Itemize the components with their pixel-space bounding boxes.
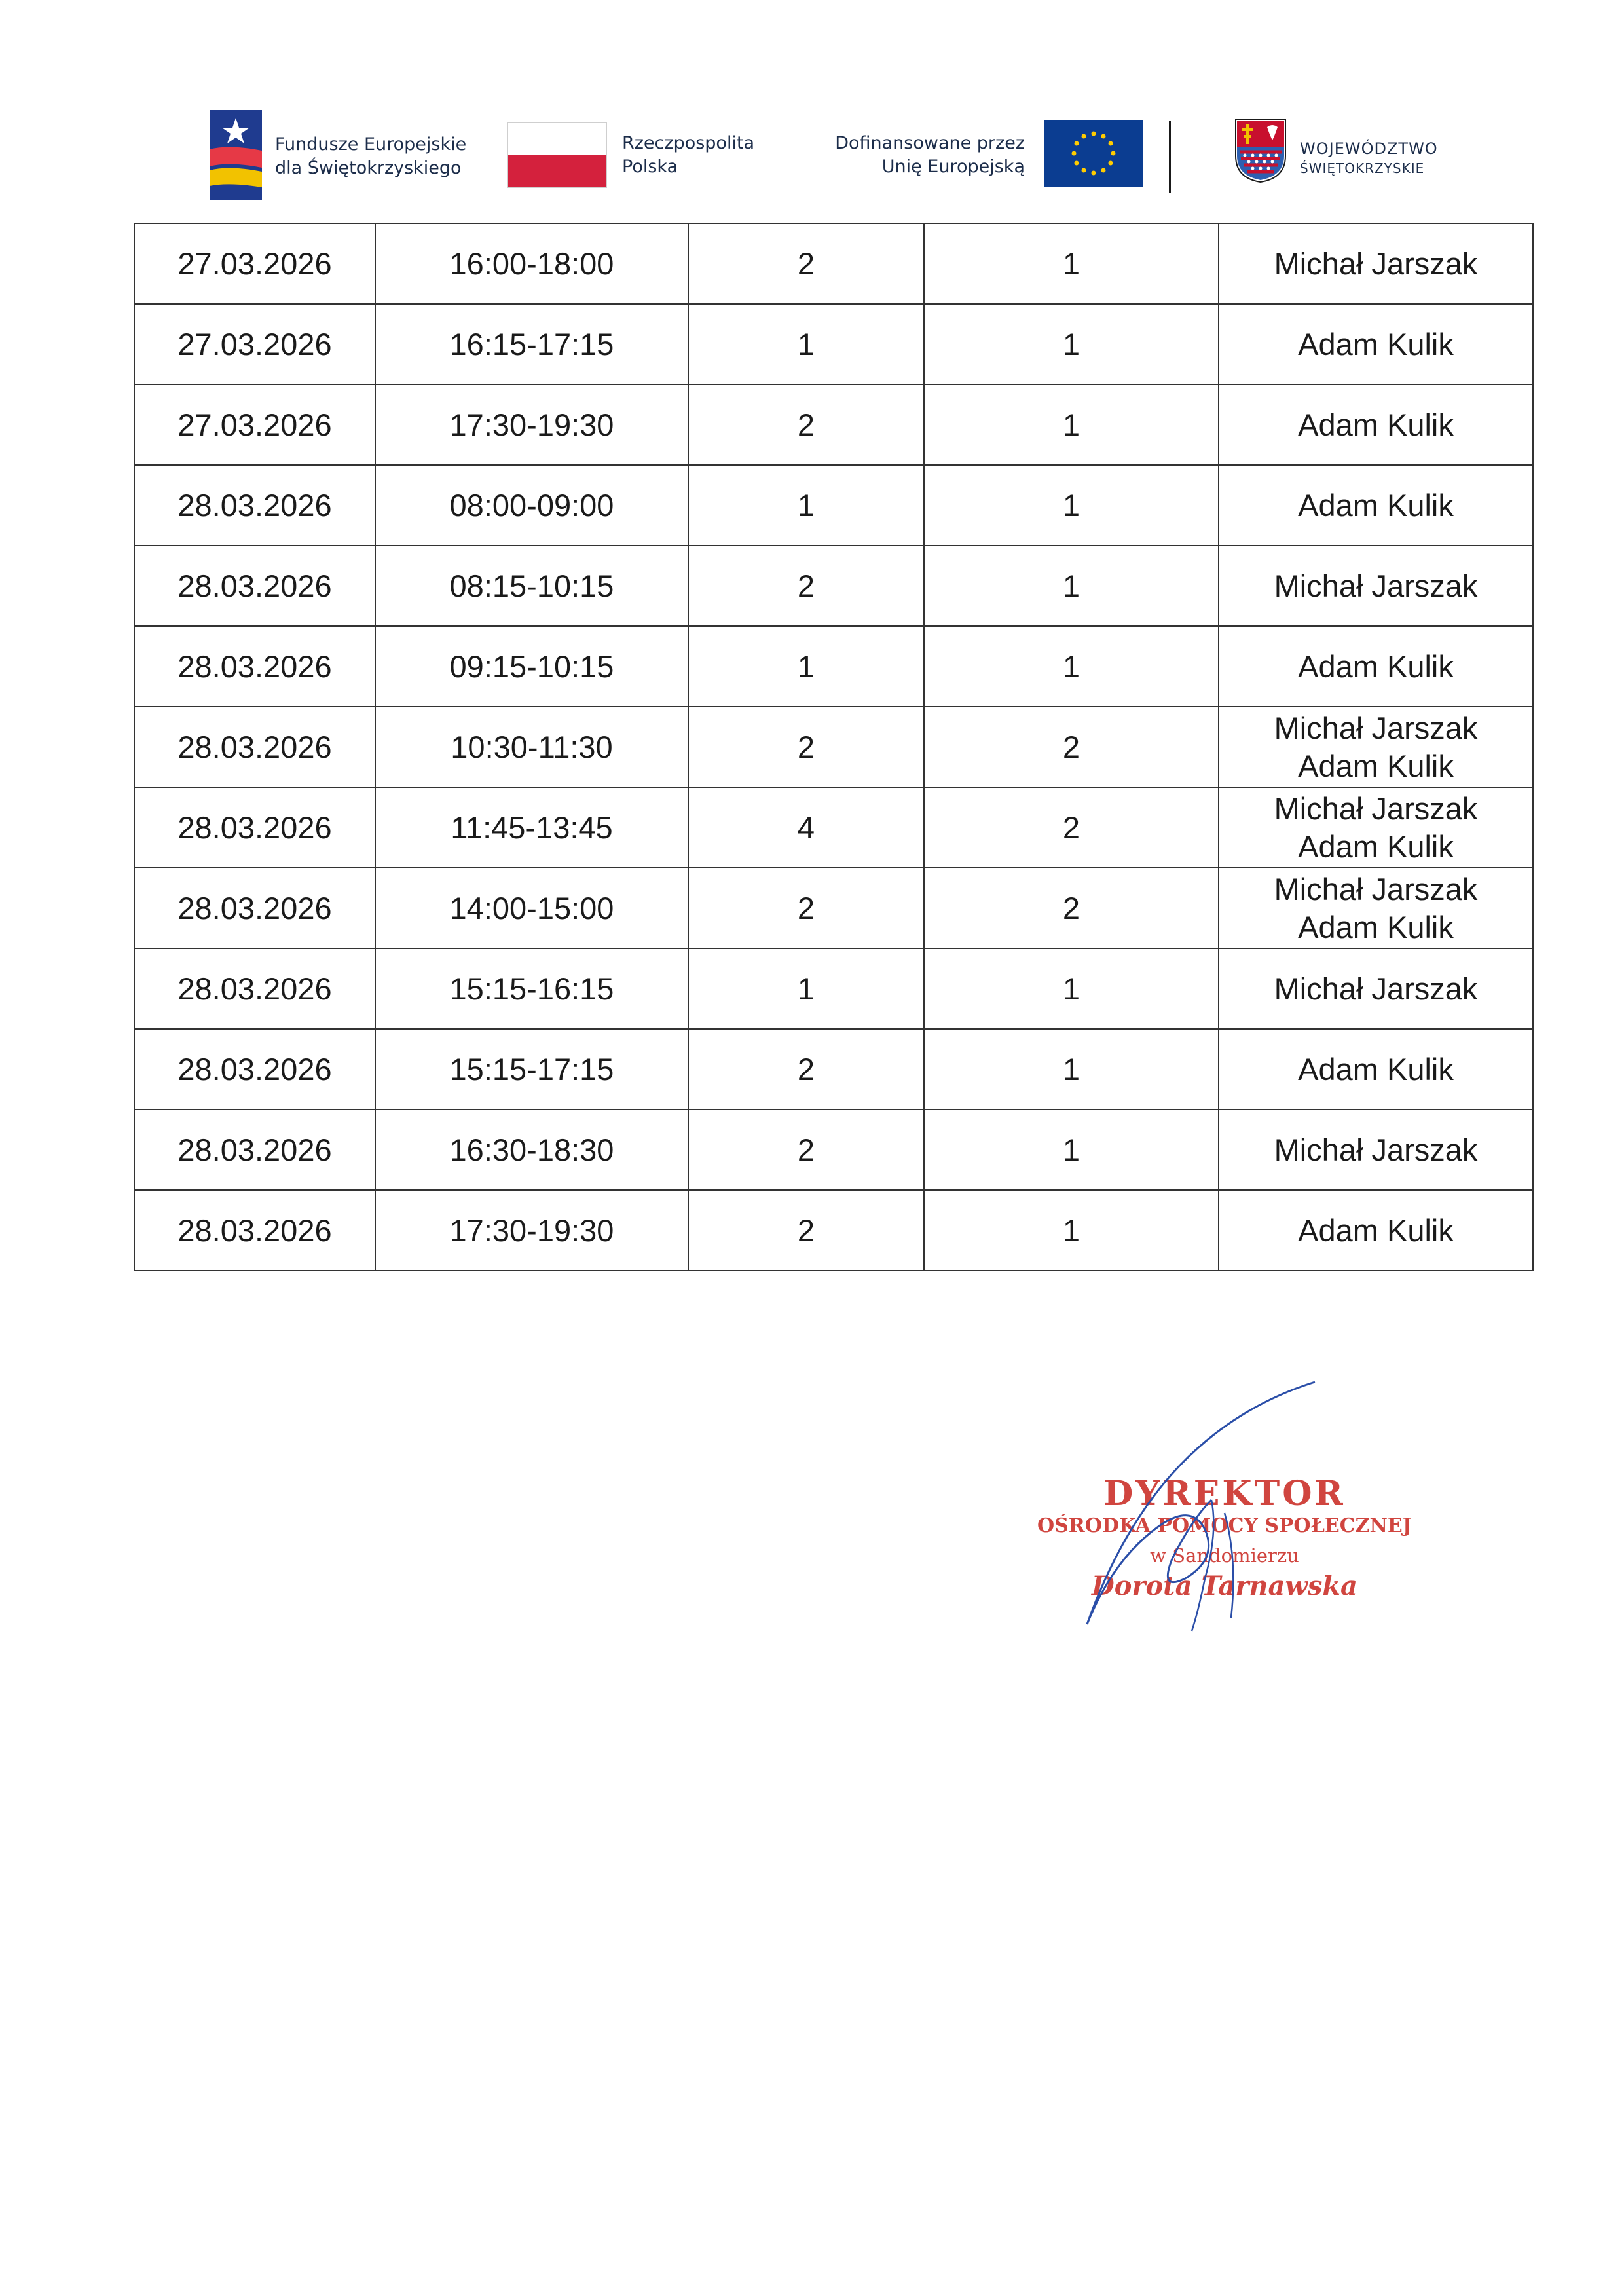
stamp-location: w Sandomierzu — [1150, 1544, 1299, 1567]
table-row — [134, 546, 1533, 626]
staff-cell — [1219, 948, 1533, 1029]
table-row — [134, 626, 1533, 707]
staff-cell — [1219, 1029, 1533, 1110]
pl-logo-line1: Rzeczpospolita — [622, 133, 755, 153]
table-row — [134, 1029, 1533, 1110]
schedule-body — [134, 223, 1533, 1271]
sessions-cell: 1 — [924, 1029, 1219, 1110]
staff-cell — [1219, 465, 1533, 546]
date-cell: 28.03.2026 — [134, 868, 375, 948]
coat-of-arms-icon — [1234, 118, 1287, 183]
staff-name: Adam Kulik — [1298, 1051, 1454, 1087]
participants-cell: 2 — [688, 546, 924, 626]
time-cell: 17:30-19:30 — [375, 384, 688, 465]
time-cell: 15:15-16:15 — [375, 948, 688, 1029]
sessions-cell: 2 — [924, 868, 1219, 948]
table-row — [134, 1110, 1533, 1190]
time-cell: 16:15-17:15 — [375, 304, 688, 384]
region-logo — [1234, 108, 1467, 206]
participants-cell: 2 — [688, 868, 924, 948]
table-row — [134, 1190, 1533, 1271]
time-cell: 10:30-11:30 — [375, 707, 688, 787]
staff-cell — [1219, 1110, 1533, 1190]
date-cell: 28.03.2026 — [134, 707, 375, 787]
participants-cell: 1 — [688, 304, 924, 384]
staff-name: Adam Kulik — [1298, 407, 1454, 442]
date-cell: 28.03.2026 — [134, 1190, 375, 1271]
staff-cell — [1219, 787, 1533, 868]
time-cell: 14:00-15:00 — [375, 868, 688, 948]
date-cell: 28.03.2026 — [134, 1110, 375, 1190]
date-cell: 28.03.2026 — [134, 948, 375, 1029]
participants-cell: 2 — [688, 223, 924, 304]
sessions-cell: 1 — [924, 546, 1219, 626]
participants-cell: 2 — [688, 1029, 924, 1110]
date-cell: 28.03.2026 — [134, 546, 375, 626]
logo-divider — [1169, 121, 1171, 193]
participants-cell: 1 — [688, 948, 924, 1029]
date-cell: 27.03.2026 — [134, 384, 375, 465]
staff-cell — [1219, 304, 1533, 384]
staff-name: Adam Kulik — [1298, 326, 1454, 362]
participants-cell: 2 — [688, 1110, 924, 1190]
fe-logo-line1: Fundusze Europejskie — [275, 134, 467, 155]
sessions-cell: 1 — [924, 1190, 1219, 1271]
participants-cell: 2 — [688, 707, 924, 787]
staff-cell — [1219, 384, 1533, 465]
staff-name: Adam Kulik — [1298, 748, 1454, 783]
date-cell: 27.03.2026 — [134, 304, 375, 384]
region-logo-line1: WOJEWÓDZTWO — [1300, 140, 1438, 158]
pl-logo-line2: Polska — [622, 157, 678, 177]
participants-cell: 2 — [688, 384, 924, 465]
time-cell: 11:45-13:45 — [375, 787, 688, 868]
eu-logo-line1: Dofinansowane przez — [835, 133, 1025, 153]
staff-name: Adam Kulik — [1298, 648, 1454, 684]
staff-name: Michał Jarszak — [1274, 568, 1478, 603]
staff-cell — [1219, 546, 1533, 626]
staff-name: Adam Kulik — [1298, 487, 1454, 523]
staff-cell — [1219, 626, 1533, 707]
stamp-institution: OŚRODKA POMOCY SPOŁECZNEJ — [1037, 1514, 1412, 1537]
fe-logo — [210, 108, 467, 206]
table-row — [134, 787, 1533, 868]
participants-cell: 2 — [688, 1190, 924, 1271]
staff-name: Adam Kulik — [1298, 829, 1454, 864]
table-row — [134, 384, 1533, 465]
sessions-cell: 1 — [924, 948, 1219, 1029]
fe-star-flag-icon — [210, 110, 262, 200]
polish-flag-icon — [507, 122, 607, 188]
logo-bar — [210, 108, 1467, 206]
table-row — [134, 948, 1533, 1029]
eu-logo — [796, 108, 1143, 206]
participants-cell: 1 — [688, 626, 924, 707]
director-stamp — [1022, 1362, 1428, 1637]
time-cell: 08:15-10:15 — [375, 546, 688, 626]
sessions-cell: 1 — [924, 1110, 1219, 1190]
sessions-cell: 1 — [924, 626, 1219, 707]
table-row — [134, 868, 1533, 948]
handwritten-signature — [1022, 1362, 1428, 1637]
staff-cell — [1219, 707, 1533, 787]
stamp-title: DYREKTOR — [1103, 1474, 1346, 1514]
sessions-cell: 2 — [924, 787, 1219, 868]
stamp-name: Dorota Tarnawska — [1092, 1571, 1357, 1601]
date-cell: 28.03.2026 — [134, 787, 375, 868]
pl-logo — [507, 108, 783, 206]
sessions-cell: 1 — [924, 304, 1219, 384]
eu-logo-line2: Unię Europejską — [881, 157, 1025, 177]
eu-flag-icon — [1044, 120, 1143, 187]
fe-logo-line2: dla Świętokrzyskiego — [275, 158, 462, 178]
staff-name: Michał Jarszak — [1274, 971, 1478, 1006]
date-cell: 27.03.2026 — [134, 223, 375, 304]
staff-cell — [1219, 223, 1533, 304]
staff-name: Michał Jarszak — [1274, 710, 1478, 745]
participants-cell: 4 — [688, 787, 924, 868]
schedule-table — [134, 223, 1534, 1271]
staff-cell — [1219, 868, 1533, 948]
table-row — [134, 465, 1533, 546]
staff-name: Michał Jarszak — [1274, 1132, 1478, 1167]
table-row — [134, 304, 1533, 384]
time-cell: 15:15-17:15 — [375, 1029, 688, 1110]
time-cell: 08:00-09:00 — [375, 465, 688, 546]
staff-name: Adam Kulik — [1298, 909, 1454, 944]
sessions-cell: 2 — [924, 707, 1219, 787]
date-cell: 28.03.2026 — [134, 465, 375, 546]
staff-name: Adam Kulik — [1298, 1212, 1454, 1248]
table-row — [134, 223, 1533, 304]
time-cell: 16:30-18:30 — [375, 1110, 688, 1190]
time-cell: 16:00-18:00 — [375, 223, 688, 304]
sessions-cell: 1 — [924, 384, 1219, 465]
date-cell: 28.03.2026 — [134, 1029, 375, 1110]
staff-cell — [1219, 1190, 1533, 1271]
staff-name: Michał Jarszak — [1274, 246, 1478, 281]
time-cell: 09:15-10:15 — [375, 626, 688, 707]
participants-cell: 1 — [688, 465, 924, 546]
sessions-cell: 1 — [924, 465, 1219, 546]
region-logo-line2: ŚWIĘTOKRZYSKIE — [1300, 160, 1425, 176]
time-cell: 17:30-19:30 — [375, 1190, 688, 1271]
table-row — [134, 707, 1533, 787]
date-cell: 28.03.2026 — [134, 626, 375, 707]
staff-name: Michał Jarszak — [1274, 871, 1478, 906]
sessions-cell: 1 — [924, 223, 1219, 304]
staff-name: Michał Jarszak — [1274, 791, 1478, 826]
